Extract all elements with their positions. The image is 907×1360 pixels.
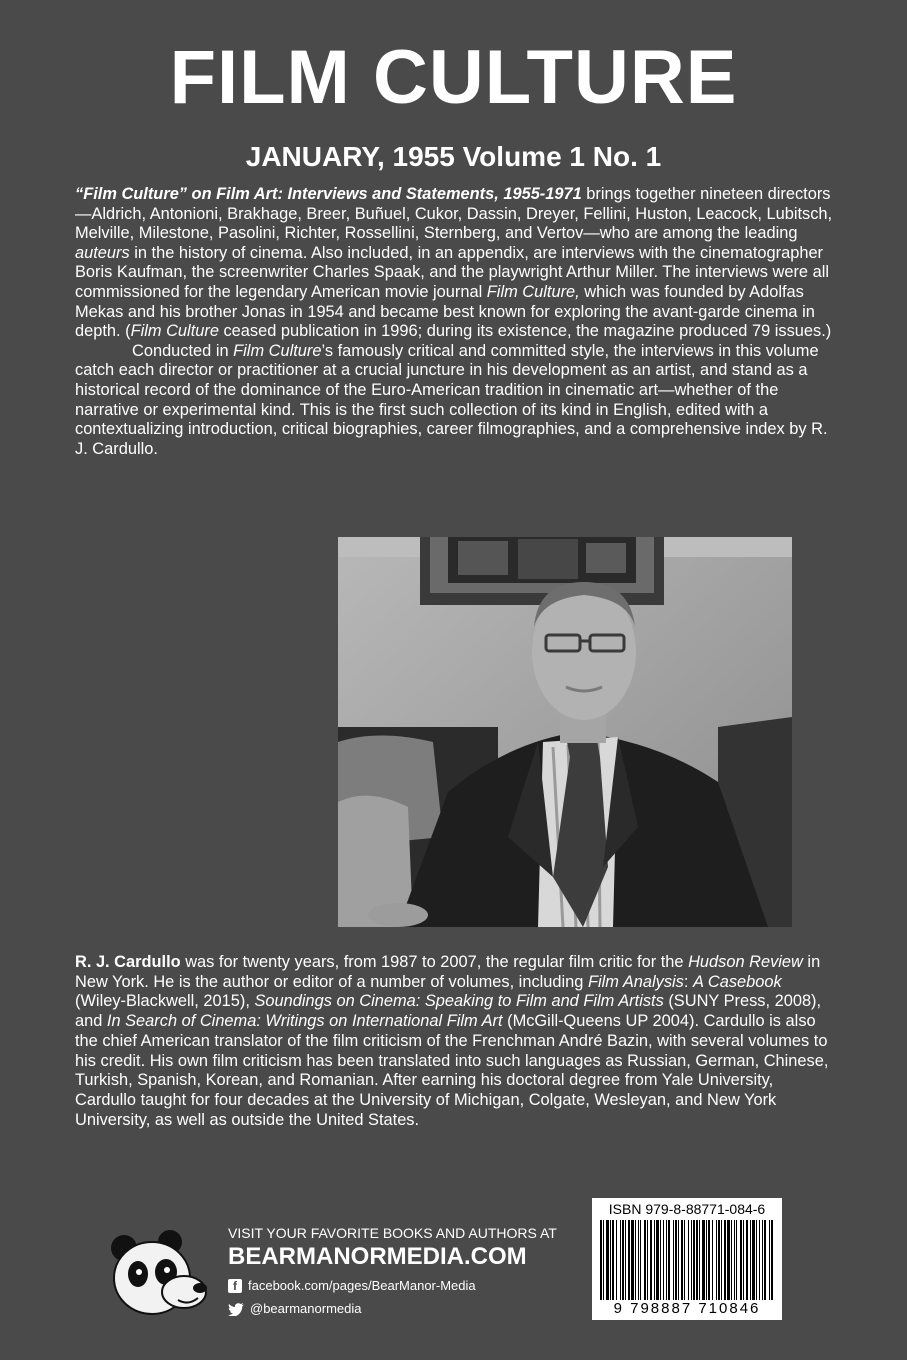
barcode-bar xyxy=(663,1220,664,1300)
barcode xyxy=(598,1220,776,1300)
barcode-bar xyxy=(736,1220,737,1300)
twitter-icon xyxy=(228,1303,244,1316)
barcode-bar xyxy=(666,1220,667,1300)
bio-text: (SUNY Press, 2008), and xyxy=(75,992,822,1031)
desc-text: which was founded by Adolfas Mekas and his brother Jonas in 1954 and became best known for exploring the avant-garde cinema in depth. ( xyxy=(75,282,815,341)
barcode-bar xyxy=(702,1220,705,1300)
book-full-title: “Film Culture” on Film Art: Interviews and Statements, 1955-1971 xyxy=(75,185,582,203)
bio-text: was for twenty years, from 1987 to 2007, the regular film critic for the xyxy=(180,953,689,971)
bio-text: (McGill-Queens UP 2004). Cardullo is also the chief American translator of the film criticism of the Frenchman André Bazin, with several volumes to his credit. His own film criticism has been translated into such languages as Russian, German, Chinese, Turkish, Spanish, Korean, and Romanian. After earning his doctoral degree from Yale University, Cardullo taught for four decades at the University of Michigan, Colgate, Wesleyan, and New York University, as well as outside the United States. xyxy=(75,1012,829,1129)
barcode-bar xyxy=(769,1220,770,1300)
barcode-bar xyxy=(740,1220,742,1300)
publisher-website-link[interactable]: BEARMANORMEDIA.COM xyxy=(228,1243,527,1270)
barcode-bar xyxy=(721,1220,722,1300)
bearmanor-panda-logo xyxy=(108,1230,212,1325)
barcode-bar xyxy=(743,1220,744,1300)
book-title: FILM CULTURE xyxy=(169,35,738,120)
bio-text: in New York. He is the author or editor of a number of volumes, including xyxy=(75,953,821,991)
barcode-bar xyxy=(650,1220,652,1300)
barcode-bar xyxy=(622,1220,624,1300)
barcode-bar xyxy=(654,1220,655,1300)
desc-text: in the history of cinema. Also included, in an appendix, are interviews with the cinematographer Boris Kaufman, the screenwriter Charles Spaak, and the playwright Arthur Miller. The interviews were all commissioned for the legendary American movie journal xyxy=(75,243,830,301)
author-name: R. J. Cardullo xyxy=(75,953,181,971)
barcode-bar xyxy=(610,1220,611,1300)
barcode-bar xyxy=(620,1220,621,1300)
barcode-bar xyxy=(660,1220,661,1300)
isbn-label: ISBN 979-8-88771-084-6 xyxy=(608,1201,766,1217)
barcode-bar xyxy=(675,1220,677,1300)
barcode-bar xyxy=(734,1220,735,1300)
barcode-bar xyxy=(708,1220,710,1300)
barcode-bar xyxy=(731,1220,732,1300)
bio-italic: Film Analysis xyxy=(587,972,684,991)
barcode-bar xyxy=(771,1220,773,1300)
desc-text: Conducted in xyxy=(132,341,234,360)
bio-italic: Hudson Review xyxy=(688,953,803,971)
bio-italic: Soundings on Cinema: Speaking to Film and Film Artists xyxy=(254,992,664,1011)
facebook-icon: f xyxy=(228,1279,242,1293)
description-paragraph-2 xyxy=(75,342,835,460)
barcode-bar xyxy=(628,1220,630,1300)
bio-text: : xyxy=(683,972,693,991)
barcode-bar xyxy=(668,1220,670,1300)
barcode-bar xyxy=(746,1220,748,1300)
author-photo xyxy=(338,537,792,927)
desc-text: brings together nineteen directors—Aldrich, Antonioni, Brakhage, Breer, Buñuel, Cukor, Dassin, Dreyer, Fellini, Huston, Leacock, Lubitsch, Melville, Milestone, Pasolini, Richter, Rossellini, Sternberg, and Vertov—who are among the leading xyxy=(75,185,833,243)
barcode-bar xyxy=(706,1220,707,1300)
barcode-bar xyxy=(684,1220,685,1300)
barcode-bar xyxy=(656,1220,659,1300)
barcode-bar xyxy=(603,1220,604,1300)
barcode-bar xyxy=(727,1220,730,1300)
barcode-bar xyxy=(625,1220,626,1300)
desc-italic: Film Culture xyxy=(130,322,219,341)
barcode-bar xyxy=(696,1220,698,1300)
barcode-bar xyxy=(712,1220,713,1300)
barcode-bar xyxy=(600,1220,602,1300)
barcode-bar xyxy=(606,1220,609,1300)
barcode-bar xyxy=(638,1220,639,1300)
barcode-bar xyxy=(640,1220,641,1300)
barcode-bar xyxy=(716,1220,717,1300)
facebook-row[interactable] xyxy=(228,1278,476,1294)
desc-text: ’s famously critical and committed style, the interviews in this volume catch each director or practitioner at a crucial juncture in his development as an artist, and stand as a historical record of the dominance of the Euro-American tradition in cinematic art—whether of the narrative or experimental kind. This is the first such collection of its kind in English, edited with a contextualizing introduction, critical biographies, career filmographies, and a comprehensive index by R. J. Cardullo. xyxy=(75,341,828,458)
barcode-bar xyxy=(762,1220,763,1300)
barcode-bar xyxy=(724,1220,726,1300)
twitter-handle[interactable]: @bearmanormedia xyxy=(250,1301,362,1316)
barcode-bar xyxy=(673,1220,674,1300)
desc-italic: Film Culture, xyxy=(486,282,580,301)
isbn-digits: 9 798887 710846 xyxy=(613,1300,761,1317)
barcode-bar xyxy=(612,1220,614,1300)
barcode-bar xyxy=(678,1220,679,1300)
visit-text: VISIT YOUR FAVORITE BOOKS AND AUTHORS AT xyxy=(228,1225,557,1241)
bio-text: (Wiley-Blackwell, 2015), xyxy=(75,992,255,1011)
facebook-link[interactable]: facebook.com/pages/BearManor-Media xyxy=(248,1278,476,1293)
barcode-bar xyxy=(631,1220,634,1300)
issue-subtitle: JANUARY, 1955 Volume 1 No. 1 xyxy=(245,141,662,172)
barcode-bar xyxy=(681,1220,683,1300)
description-paragraph-1 xyxy=(75,185,835,342)
twitter-row[interactable] xyxy=(228,1301,361,1317)
desc-text: ceased publication in 1996; during its existence, the magazine produced 79 issues.) xyxy=(218,322,832,341)
barcode-bar xyxy=(688,1220,689,1300)
barcode-bar xyxy=(756,1220,757,1300)
book-description xyxy=(75,185,835,459)
isbn-barcode-box xyxy=(592,1198,782,1320)
barcode-bar xyxy=(759,1220,760,1300)
barcode-bar xyxy=(691,1220,692,1300)
barcode-bar xyxy=(752,1220,755,1300)
barcode-bar xyxy=(647,1220,648,1300)
barcode-bar xyxy=(718,1220,720,1300)
bio-italic: In Search of Cinema: Writings on International Film Art xyxy=(106,1012,503,1031)
barcode-bar xyxy=(616,1220,617,1300)
bio-italic: A Casebook xyxy=(692,972,782,991)
barcode-bar xyxy=(750,1220,751,1300)
barcode-bar xyxy=(635,1220,636,1300)
barcode-bar xyxy=(693,1220,695,1300)
desc-italic: auteurs xyxy=(75,243,130,262)
barcode-bar xyxy=(644,1220,646,1300)
barcode-bar xyxy=(764,1220,766,1300)
desc-italic: Film Culture xyxy=(233,341,322,360)
barcode-bar xyxy=(699,1220,700,1300)
author-bio xyxy=(75,953,835,1130)
